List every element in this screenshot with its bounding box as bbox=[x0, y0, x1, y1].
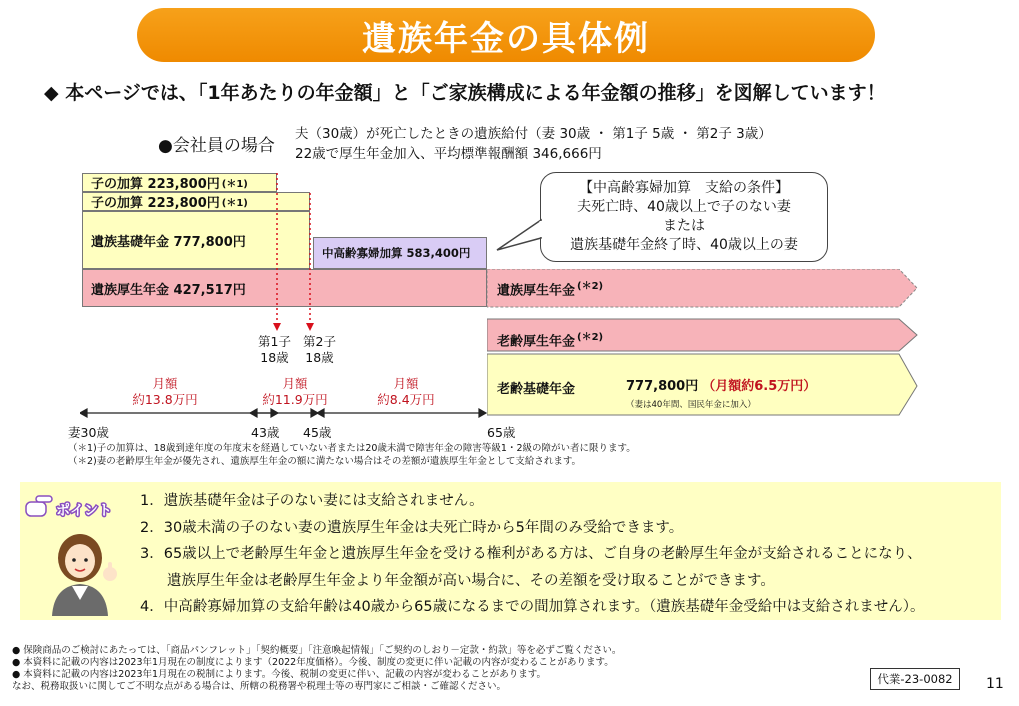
pointing-hand-icon bbox=[26, 496, 52, 516]
disclaimer-footer bbox=[12, 645, 621, 693]
case-description bbox=[295, 124, 772, 164]
point-item-3-cont: 遺族厚生年金は老齢厚生年金より年金額が高い場合に、その差額を受け取ることができます。 bbox=[167, 572, 775, 589]
footnotes bbox=[68, 442, 636, 468]
child-addition-1-bar bbox=[82, 173, 277, 192]
survivor-employee-pension-label: 遺族厚生年金 427,517円 bbox=[91, 282, 246, 298]
disclaimer-4: なお、税務取扱いに関してご不明な点がある場合は、所轄の税務署や税理士等の専門家にご相談・ご確認ください。 bbox=[12, 681, 507, 692]
old-age-employee-pension-text: 老齢厚生年金 bbox=[497, 334, 576, 350]
footnote-2: （＊2)妻の老齢厚生年金が優先され、遺族厚生年金の額に満たない場合はその差額が遺族厚生年金として支給されます。 bbox=[68, 456, 582, 467]
child-addition-1-label: 子の加算 223,800円 bbox=[91, 177, 220, 192]
old-age-basic-pension-amount: 777,800円 bbox=[626, 379, 699, 394]
woman-illustration bbox=[38, 528, 126, 616]
old-age-basic-pension-label: 老齢基礎年金 bbox=[497, 382, 576, 397]
page-number: 11 bbox=[986, 676, 1004, 692]
period-2-label: 月額 bbox=[282, 376, 308, 391]
period-1-value: 約13.8万円 bbox=[132, 392, 198, 407]
callout-line-1: 夫死亡時、40歳以上で子のない妻 bbox=[577, 199, 791, 215]
survivor-basic-pension-label: 遺族基礎年金 777,800円 bbox=[91, 234, 246, 250]
disclaimer-2: ● 本資料に記載の内容は2023年1月現在の制度によります（2022年度価格）。今後、制度の変更に伴い記載の内容が変わることがあります。 bbox=[12, 657, 614, 668]
middle-aged-widow-addition-bar bbox=[313, 237, 487, 269]
disclaimer-3: ● 本資料に記載の内容は2023年1月現在の税制によります。今後、税制の変更に伴い、記載の内容が変わることがあります。 bbox=[12, 669, 547, 680]
point-badge bbox=[22, 490, 134, 526]
point-item-1: 1．遺族基礎年金は子のない妻には支給されません。 bbox=[140, 493, 484, 509]
child-18-event-lines bbox=[270, 173, 320, 335]
case-line-2: 22歳で厚生年金加入、平均標準報酬額 346,666円 bbox=[295, 146, 602, 162]
child1-label: 第1子 bbox=[258, 334, 291, 349]
old-age-employee-pension-note-mark: (＊2) bbox=[577, 332, 604, 343]
child-addition-1-note-mark: (＊1) bbox=[221, 179, 248, 190]
disclaimer-1: ● 保険商品のご検討にあたっては、「商品パンフレット」「契約概要」「注意喚起情報」「ご契約のしおり－定款・約款」等を必ずご覧ください。 bbox=[12, 645, 622, 656]
period-3-label: 月額 bbox=[393, 376, 419, 391]
footnote-1: （＊1)子の加算は、18歳到達年度の年度末を経過していない者または20歳未満で障害年金の障害等級1・2級の障がい者に限ります。 bbox=[68, 443, 636, 454]
survivor-employee-pension-arrow-label bbox=[497, 277, 603, 298]
period-1-label: 月額 bbox=[152, 376, 178, 391]
middle-aged-widow-addition-label: 中高齢寡婦加算 583,400円 bbox=[322, 246, 471, 260]
old-age-basic-pension-monthly: （月額約6.5万円） bbox=[702, 379, 817, 394]
child1-18-label bbox=[258, 334, 291, 366]
callout-line-3: 遺族基礎年金終了時、40歳以上の妻 bbox=[570, 237, 798, 253]
survivor-employee-pension-arrow-note-mark: (＊2) bbox=[577, 281, 604, 292]
old-age-basic-pension-amount-line bbox=[626, 375, 816, 394]
period-1-amount bbox=[125, 376, 205, 408]
point-item-3: 3．65歳以上で老齢厚生年金と遺族厚生年金を受ける権利がある方は、ご自身の老齢厚生年金が支給されることになり、 bbox=[140, 546, 922, 562]
case-line-1: 夫（30歳）が死亡したときの遺族給付（妻 30歳 ・ 第1子 5歳 ・ 第2子 3歳） bbox=[295, 126, 772, 142]
page-title: 遺族年金の具体例 bbox=[137, 8, 875, 62]
case-label: ●会社員の場合 bbox=[158, 136, 275, 156]
age-30-label: 妻30歳 bbox=[68, 425, 109, 440]
age-45-label: 45歳 bbox=[303, 425, 332, 440]
callout-line-2: または bbox=[663, 218, 705, 234]
document-code: 代業-23-0082 bbox=[870, 668, 960, 690]
old-age-basic-pension-note: （妻は40年間、国民年金に加入） bbox=[626, 400, 756, 410]
period-2-amount bbox=[255, 376, 335, 408]
child-addition-2-label: 子の加算 223,800円 bbox=[91, 196, 220, 211]
child1-age: 18歳 bbox=[260, 350, 289, 365]
callout-heading: 【中高齢寡婦加算 支給の条件】 bbox=[579, 180, 789, 196]
page-subtitle: ◆ 本ページでは、「1年あたりの年金額」と「ご家族構成による年金額の推移」を図解しています！ bbox=[44, 82, 886, 104]
child2-18-label bbox=[303, 334, 336, 366]
point-item-4: 4．中高齢寡婦加算の支給年齢は40歳から65歳になるまでの間加算されます。（遺族基礎年金受給中は支給されません）。 bbox=[140, 599, 925, 615]
child-addition-2-note-mark: (＊1) bbox=[221, 198, 248, 209]
old-age-employee-pension-label bbox=[497, 328, 603, 349]
age-65-label: 65歳 bbox=[487, 425, 516, 440]
period-2-value: 約11.9万円 bbox=[262, 392, 328, 407]
age-43-label: 43歳 bbox=[251, 425, 280, 440]
survivor-employee-pension-arrow-text: 遺族厚生年金 bbox=[497, 283, 576, 299]
point-badge-text: ポイント bbox=[56, 503, 112, 519]
timeline-arrows bbox=[80, 406, 500, 420]
child2-label: 第2子 bbox=[303, 334, 336, 349]
period-3-value: 約8.4万円 bbox=[377, 392, 435, 407]
child1-event-arrowhead bbox=[273, 323, 281, 331]
child2-age: 18歳 bbox=[305, 350, 334, 365]
child2-event-arrowhead bbox=[306, 323, 314, 331]
period-3-amount bbox=[366, 376, 446, 408]
point-list bbox=[140, 488, 924, 621]
callout-pointer bbox=[495, 218, 545, 252]
point-item-2: 2．30歳未満の子のない妻の遺族厚生年金は夫死亡時から5年間のみ受給できます。 bbox=[140, 519, 684, 536]
widow-addition-condition-callout bbox=[540, 172, 828, 262]
